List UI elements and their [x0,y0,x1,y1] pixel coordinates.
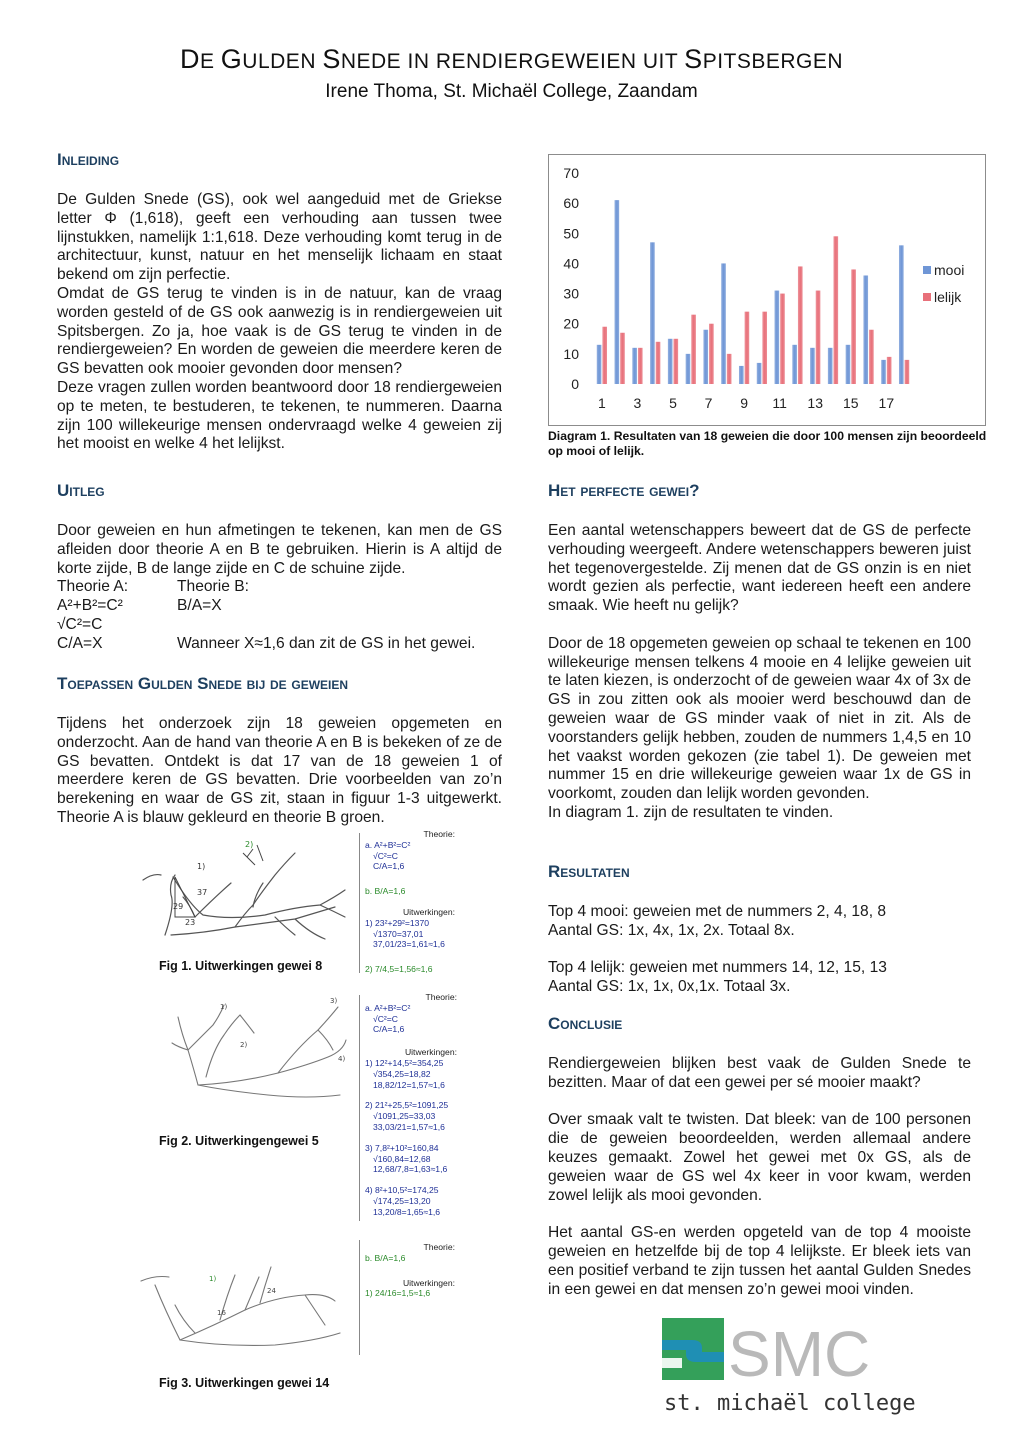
resultaten-line: Aantal GS: 1x, 1x, 0x,1x. Totaal 3x. [548,978,791,996]
legend-label: mooi [934,262,965,278]
diagram-caption: Diagram 1. Resultaten van 18 geweien die door 100 mensen zijn beoordeeld op mooi of lelijk. [548,429,987,458]
antler-sketch-fig1 [135,835,350,950]
bar-lelijk [745,312,750,384]
figure-caption-1: Fig 1. Uitwerkingen gewei 8 [159,959,323,973]
logo-mark-text: SMC [728,1318,871,1390]
x-tick-label: 7 [704,395,713,411]
x-tick-label: 15 [842,395,859,411]
sketch-label: 29 [173,902,184,911]
calc-line: 37,01/23=1,61≈1,6 [373,939,445,950]
resultaten-line: Top 4 mooi: geweien met de nummers 2, 4, 18, 8 [548,903,887,920]
heading-toepassen: Toepassen Gulden Snede bij de geweien [57,674,349,693]
calc-line: C/A=1,6 [373,1024,405,1035]
bar-mooi [703,330,708,384]
bar-chart [549,155,985,425]
y-tick-label: 20 [563,315,579,332]
bar-mooi [792,345,797,384]
bar-mooi [899,245,904,384]
calc-line: a. A²+B²=C² [365,1002,411,1013]
calc-line: √C²=C [373,850,399,861]
heading-resultaten: Resultaten [548,862,630,881]
calc-line: b. B/A=1,6 [365,1252,406,1263]
sketch-label: 4) [338,1055,346,1063]
heading-conclusie: Conclusie [548,1014,623,1033]
title-part: SNEDE IN RENDIERGEWEIEN UIT [322,44,685,74]
x-tick-label: 1 [597,395,606,411]
bar-lelijk [905,360,910,384]
section-inleiding [57,150,502,454]
y-tick-label: 10 [563,345,579,362]
resultaten-line: Top 4 lelijk: geweien met nummers 14, 12, 15, 13 [548,959,887,977]
bar-lelijk [602,327,607,384]
x-tick-label: 17 [878,395,895,411]
title-part: SPITSBERGEN [684,44,844,74]
calc-line: b. B/A=1,6 [365,886,406,897]
figure-caption-2: Fig 2. Uitwerkingengewei 5 [159,1134,319,1148]
bar-lelijk [816,291,821,384]
calc-header: Theorie: [423,1242,455,1252]
sketch-label: 37 [197,888,208,897]
sketch-label: 1) [197,862,206,871]
section-resultaten [548,862,971,997]
calc-line: 1) 12²+14,5²=354,25 [365,1057,444,1068]
bar-mooi [828,348,833,384]
divider [359,995,360,1221]
calc-fig3 [365,1242,455,1299]
y-tick-label: 30 [563,285,579,302]
divider [359,1240,360,1355]
y-tick-label: 60 [563,195,579,212]
calc-line: 13,20/8=1,65≈1,6 [373,1206,441,1217]
sketch-label: 23 [185,918,196,927]
y-tick-label: 70 [563,165,579,181]
title-part: GULDEN [220,44,323,74]
heading-uitleg: Uitleg [57,481,105,500]
bar-lelijk [798,266,803,384]
uitleg-paragraph: Door geweien en hun afmetingen te tekenen, kan men de GS afleiden door theorie A en B te gebruiken. Hierin is A altijd de korte zijde, B de lange zijde en C de schuine zijde. [57,522,502,577]
bar-lelijk [691,315,696,384]
calc-line: 12,68/7,8=1,63≈1,6 [373,1164,448,1175]
bar-lelijk [762,312,767,384]
bar-mooi [881,360,886,384]
calc-line: 1) 23²+29²=1370 [365,917,430,928]
bar-lelijk [709,324,714,384]
bar-lelijk [620,333,625,384]
section-perfecte-gewei [548,481,971,823]
calc-line: √1091,25=33,03 [373,1111,436,1122]
legend-label: lelijk [934,289,962,305]
legend-swatch [923,266,931,274]
bar-lelijk [869,330,874,384]
bar-mooi [757,363,762,384]
calc-line: √354,25=18,82 [373,1068,431,1079]
x-tick-label: 13 [807,395,824,411]
theorie-b-label: Theorie B: [177,578,249,596]
bar-lelijk [727,354,732,384]
calc-fig2 [365,992,457,1218]
conclusie-paragraph-1: Rendiergeweien blijken best vaak de Gulden Snede te bezitten. Maar of dat een gewei per sé mooier maakt? [548,1055,971,1091]
section-uitleg [57,481,502,654]
x-tick-label: 5 [669,395,677,411]
calc-header: Theorie: [423,829,455,839]
bar-mooi [668,339,673,384]
calc-line: 18,82/12=1,57≈1,6 [373,1079,445,1090]
sketch-label: 16 [217,1309,226,1317]
title-part: DE [179,44,221,74]
sketch-label: 1) [209,1275,217,1283]
figure-caption-3: Fig 3. Uitwerkingen gewei 14 [159,1376,330,1390]
calc-header: Uitwerkingen: [402,906,455,917]
bar-lelijk [656,342,661,384]
logo-name-text: st. michaël college [664,1391,916,1416]
calc-fig1 [365,829,455,975]
legend-swatch [923,293,931,301]
heading-inleiding: Inleiding [57,150,120,169]
antler-sketch-fig2 [168,995,348,1115]
bar-mooi [863,275,868,384]
theorie-a-formula-1: A²+B²=C² [57,597,123,615]
inleiding-paragraph-1: De Gulden Snede (GS), ook wel aangeduid met de Griekse letter Φ (1,618), geeft een verhouding aan tussen twee lijnstukken, namelijk 1:1,618. Deze verhouding komt terug in de architectuur, kunst, natuur en het menselijk lichaam en staat bekend om zijn perfectie. [57,191,502,284]
bar-mooi [650,242,655,384]
bar-mooi [632,348,637,384]
inleiding-paragraph-2: Omdat de GS terug te vinden is in de natuur, kan de vraag worden gesteld of de GS ook aanwezig is in rendiergeweien uit Spitsbergen. Zo ja, hoe vaak is de GS terug te vinden in de rendiergeweien? En worden de geweien die meerdere keren de GS bevatten ook mooier gevonden door mensen? [57,284,502,378]
x-tick-label: 9 [740,395,749,411]
heading-perfecte-gewei: Het perfecte gewei? [548,481,700,500]
bar-lelijk [851,269,856,384]
calc-line: √174,25=13,20 [373,1195,431,1206]
perfecte-paragraph-3: In diagram 1. zijn de resultaten te vinden. [548,803,834,821]
theorie-b-conclusion: Wanneer X≈1,6 dan zit de GS in het gewei. [177,634,476,652]
theorie-a-formula-2: √C²=C [57,615,103,633]
theorie-a-formula-3: C/A=X [57,634,103,652]
x-tick-label: 11 [772,395,787,411]
bar-chart-panel [548,154,986,426]
calc-line: 1) 24/16=1,5≈1,6 [365,1288,431,1299]
calc-line: 3) 7,8²+10²=160,84 [365,1142,439,1153]
calc-line: 33,03/21=1,57≈1,6 [373,1121,445,1132]
smc-logo-mark [662,1318,916,1418]
bar-mooi [615,200,620,384]
calc-header: Uitwerkingen: [402,1277,455,1288]
calc-line: C/A=1,6 [373,861,405,872]
calc-header: Uitwerkingen: [404,1047,457,1058]
y-tick-label: 40 [563,255,579,272]
y-tick-label: 0 [571,376,579,392]
divider [359,833,360,973]
sketch-label: 1) [220,1003,228,1011]
calc-line: 2) 21²+25,5²=1091,25 [365,1100,449,1111]
calc-line: 2) 7/4,5=1,56≈1,6 [365,964,433,975]
school-logo [662,1318,916,1418]
bar-mooi [846,345,851,384]
author-line: Irene Thoma, St. Michaël College, Zaandam [325,81,698,102]
theorie-b-formula-1: B/A=X [177,597,222,615]
section-toepassen [57,674,502,828]
section-conclusie [548,1014,971,1299]
perfecte-paragraph-2: Door de 18 opgemeten geweien op schaal te tekenen en 100 willekeurige mensen telkens 4 mooie en 4 lelijke geweien uit te laten kiezen, is onderzocht of de geweien waar 4x of 3x de GS in zou zitten ook als mooier werd beschouwd dan de geweien waar de GS minder vaak of niet in zit. Als de voorstanders gelijk hebben, zouden de nummers 1,4,5 en 10 het vaakst worden gekozen (zie tabel 1). De geweien met nummer 15 en drie willekeurige geweien waar 1x de GS in voorkomt, zouden dan lelijk worden gevonden. [548,634,971,803]
bar-mooi [775,291,780,384]
calc-line: 4) 8²+10,5²=174,25 [365,1185,439,1196]
calc-line: a. A²+B²=C² [365,839,411,850]
sketch-label: 2) [240,1041,248,1049]
sketch-label: 24 [267,1287,276,1295]
bar-mooi [597,345,602,384]
conclusie-paragraph-3: Het aantal GS-en werden opgeteld van de top 4 mooiste geweien en hetzelfde bij de top 4 lelijkste. Er bleek iets van een positief verband te zijn tussen het aantal Gulden Snedes in een gewei en dat mensen zo’n gewei mooi vinden. [548,1224,971,1298]
conclusie-paragraph-2: Over smaak valt te twisten. Dat bleek: van de 100 personen die de geweien beoordeelden, werden allemaal andere keuzes gemaakt. Zowel het gewei met 0x GS, als de geweien waar de GS wel 4x keer in voor kwam, werden zowel lelijk als mooi gevonden. [548,1111,971,1204]
bar-mooi [721,263,726,384]
bar-mooi [810,348,815,384]
bar-lelijk [638,348,643,384]
resultaten-line: Aantal GS: 1x, 4x, 1x, 2x. Totaal 8x. [548,921,795,939]
sketch-label: 3) [330,997,338,1005]
theorie-table [57,578,502,653]
bar-lelijk [780,294,785,384]
sketch-label: 2) [245,840,254,849]
inleiding-paragraph-3: Deze vragen zullen worden beantwoord door 18 rendiergeweien op te meten, te bestuderen, te tekenen, te nummeren. Daarna zijn 100 willekeurige mensen ondervraagd welke 4 geweien zij het mooist en welke 4 het lelijkst. [57,378,502,453]
theorie-a-label: Theorie A: [57,578,129,596]
page-title [0,44,1023,75]
bar-mooi [739,366,744,384]
bar-lelijk [834,236,839,384]
calc-line: √C²=C [373,1013,399,1024]
bar-mooi [686,354,691,384]
y-tick-label: 50 [563,225,579,242]
perfecte-paragraph-1: Een aantal wetenschappers beweert dat de GS de perfecte verhouding weergeeft. Andere wetenschappers beweren juist het tegenovergestelde. Zij menen dat de GS onzin is en niet wordt gezien als perfectie, want iedereen heeft een andere smaak. Wie heeft nu gelijk? [548,522,971,615]
calc-line: √1370=37,01 [373,928,424,939]
x-tick-label: 3 [633,395,642,411]
calc-header: Theorie: [425,992,457,1002]
calc-line: √160,84=12,68 [373,1153,431,1164]
antler-sketch-fig3 [135,1255,355,1355]
bar-lelijk [674,339,679,384]
bar-lelijk [887,357,892,384]
toepassen-paragraph: Tijdens het onderzoek zijn 18 geweien opgemeten en onderzocht. Aan de hand van theorie A en B is bekeken of ze de GS bevatten. Ontdekt is dat 17 van de 18 geweien 1 of meerdere keren de GS bevatten. Drie voorbeelden van zo’n berekening en waar de GS zit, staan in figuur 1-3 uitgewerkt. Theorie A is blauw gekleurd en theorie B groen. [57,715,502,826]
